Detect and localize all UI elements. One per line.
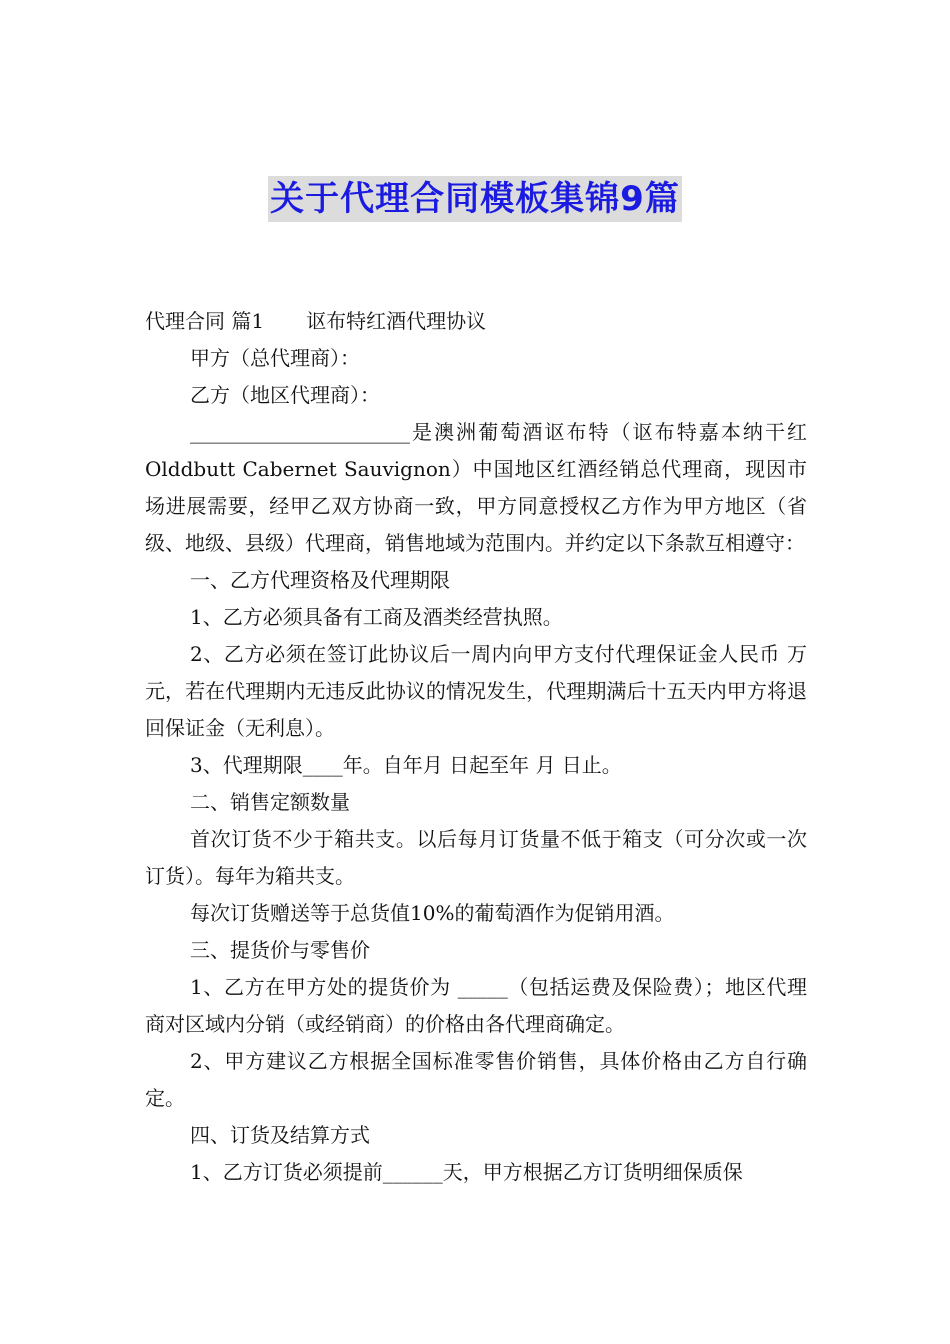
document-body	[145, 303, 807, 1191]
section-heading-subject: 讴布特红酒代理协议	[306, 309, 487, 333]
paragraph-party-a: 甲方（总代理商）：	[190, 346, 360, 370]
paragraph-clause-4-1: 1、乙方订货必须提前______天，甲方根据乙方订货明细保质保	[190, 1160, 743, 1184]
section-title-4: 四、订货及结算方式	[190, 1123, 370, 1147]
paragraph-clause-3-2: 2、甲方建议乙方根据全国标准零售价销售，具体价格由乙方自行确定。	[145, 1049, 807, 1110]
paragraph-clause-2-1: 首次订货不少于箱共支。以后每月订货量不低于箱支（可分次或一次订货）。每年为箱共支。	[145, 827, 807, 888]
paragraph-party-b: 乙方（地区代理商）：	[190, 383, 380, 407]
section-title-2: 二、销售定额数量	[190, 790, 350, 814]
paragraph-clause-1-3: 3、代理期限____年。自年月 日起至年 月 日止。	[190, 753, 622, 777]
paragraph-intro: ______________________是澳洲葡萄酒讴布特（讴布特嘉本纳干红 Olddbutt Cabernet Sauvignon）中国地区红酒经销总代理商，现因市场进展需要，经甲乙双方协商一致，甲方同意授权乙方作为甲方地区（省级、地级、县级）代理商，销售地域为范围内。并约定以下条款互相遵守：	[145, 420, 807, 555]
section-title-3: 三、提货价与零售价	[190, 938, 370, 962]
paragraph-clause-1-2: 2、乙方必须在签订此协议后一周内向甲方支付代理保证金人民币 万元，若在代理期内无违反此协议的情况发生，代理期满后十五天内甲方将退回保证金（无利息）。	[145, 642, 807, 740]
paragraph-clause-2-2: 每次订货赠送等于总货值10%的葡萄酒作为促销用酒。	[190, 901, 675, 925]
paragraph-clause-3-1: 1、乙方在甲方处的提货价为 _____（包括运费及保险费）；地区代理商对区域内分销（或经销商）的价格由各代理商确定。	[145, 975, 807, 1036]
document-title-text: 关于代理合同模板集锦9篇	[268, 176, 682, 222]
document-title	[0, 176, 950, 228]
paragraph-clause-1-1: 1、乙方必须具备有工商及酒类经营执照。	[190, 605, 563, 629]
section-title-1: 一、乙方代理资格及代理期限	[190, 568, 450, 592]
section-heading-label: 代理合同 篇1	[145, 309, 265, 333]
section-heading	[145, 303, 807, 340]
